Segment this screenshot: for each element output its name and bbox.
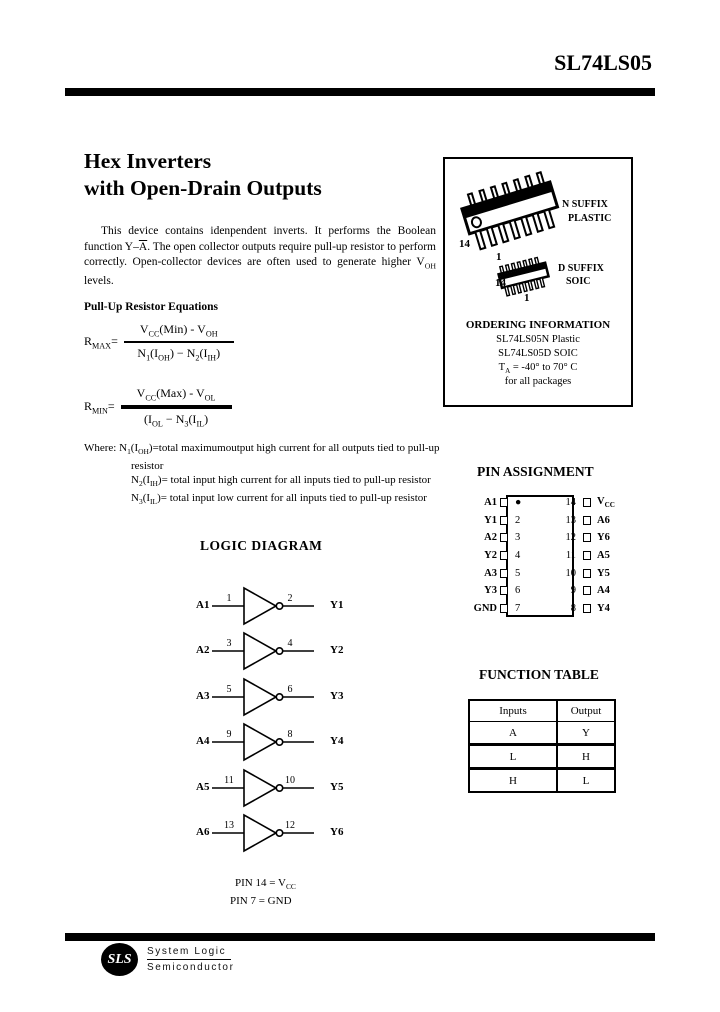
soic-pin14-label: 14 — [495, 277, 506, 289]
where-note-1: Where: $N_1(I_{OH})=total$ maximumoutput high current for all outputs tied to pull-up resistor — [84, 442, 440, 473]
rmax-equation — [84, 322, 234, 363]
logic-diagram-heading: LOGIC DIAGRAM — [200, 538, 323, 553]
pin-left-number: 5 — [515, 567, 521, 579]
power-pin-notes — [230, 876, 296, 909]
function-table-header-row — [469, 700, 615, 722]
pin-stub-icon — [583, 498, 591, 507]
pin-row — [460, 564, 640, 582]
output-value: H — [557, 745, 615, 769]
pin7-note: PIN 7 = GND — [230, 895, 292, 908]
pin-row — [460, 529, 640, 547]
gate-input-label: A3 — [196, 690, 210, 702]
pin-right-label: $V_{CC}$ — [597, 496, 615, 510]
rmax-fraction — [124, 322, 234, 363]
inverter-gate-6 — [196, 809, 351, 853]
rmax-lhs: $R_{MAX}=$ — [84, 334, 118, 351]
pin-right-label: Y4 — [597, 602, 610, 614]
pin-row — [460, 494, 640, 512]
pin-stub-icon — [583, 604, 591, 613]
pin-stub-icon — [583, 586, 591, 595]
pin-stub-icon — [500, 533, 508, 542]
pin-left-label: Y3 — [484, 585, 497, 597]
soic-pin1-label: 1 — [524, 292, 530, 304]
company-line1: System Logic — [147, 946, 227, 957]
pin-stub-icon — [583, 569, 591, 578]
gate-input-label: A5 — [196, 781, 210, 793]
soic-suffix-label: D SUFFIX — [558, 263, 604, 274]
function-table-row — [469, 745, 615, 769]
where-notes — [84, 441, 449, 510]
pin-assignment-heading: PIN ASSIGNMENT — [477, 464, 594, 479]
gate-input-pin: 11 — [224, 775, 234, 786]
inverter-symbol-icon — [212, 627, 324, 671]
gate-input-label: A4 — [196, 735, 210, 747]
pin-right-number: 14 — [565, 497, 576, 509]
pin-right-number: 11 — [565, 550, 576, 562]
inverter-symbol-icon — [212, 764, 324, 808]
ordering-line-2: SL74LS05D SOIC — [498, 348, 578, 359]
inverter-gate-2 — [196, 627, 351, 671]
pin-right-number: 12 — [565, 532, 576, 544]
title-line1: Hex Inverters — [84, 149, 212, 173]
dip-type-label: PLASTIC — [568, 213, 612, 224]
pin-left-label: Y2 — [484, 550, 497, 562]
description-paragraph: This device contains idenpendent inverts. It performs the Boolean function $Y-\overline{A}$. The open collector outputs require pull-up resistor to perform correctly. Open-collector devices are often used to generate higher $V_{OH}$ levels. — [84, 225, 436, 287]
pin-right-number: 9 — [570, 585, 576, 597]
dip-pin1-label: 1 — [496, 251, 502, 263]
company-name — [147, 946, 235, 973]
dip-pin14-label: 14 — [459, 238, 470, 250]
pin-stub-icon — [583, 551, 591, 560]
pin-left-label: Y1 — [484, 514, 497, 526]
pin-left-number: ● — [515, 497, 522, 509]
pin-stub-icon — [583, 516, 591, 525]
inverter-symbol-icon — [212, 809, 324, 853]
inverter-symbol-icon — [212, 582, 324, 626]
function-table — [468, 699, 616, 793]
output-signal: Y — [557, 722, 615, 745]
gate-output-pin: 12 — [285, 820, 295, 831]
rmax-numerator: $V_{CC}(Min) - V_{OH}$ — [124, 322, 234, 343]
pin-left-number: 2 — [515, 514, 521, 526]
gate-output-pin: 2 — [287, 593, 293, 604]
where-note-2: $N_2(I_{IH})=$ total input high current for all inputs tied to pull-up resistor — [131, 474, 431, 489]
company-divider — [147, 959, 231, 961]
input-value: L — [469, 745, 557, 769]
company-line2: Semiconductor — [147, 961, 235, 973]
pin-right-number: 13 — [565, 514, 576, 526]
title-line2: with Open-Drain Outputs — [84, 176, 322, 200]
gate-output-pin: 4 — [287, 638, 293, 649]
output-header: Output — [557, 700, 615, 722]
function-table-heading: FUNCTION TABLE — [479, 667, 599, 682]
rmax-denominator: $N_1(I_{OH}) - N_2(I_{IH})$ — [137, 346, 221, 363]
page-title — [84, 148, 322, 202]
pin-stub-icon — [500, 516, 508, 525]
rmin-equation — [84, 386, 232, 429]
pin-stub-icon — [500, 569, 508, 578]
pin-stub-icon — [500, 604, 508, 613]
input-value: H — [469, 769, 557, 793]
footer-rule — [65, 933, 655, 941]
ordering-information-heading: ORDERING INFORMATION — [465, 319, 611, 331]
pin-row — [460, 582, 640, 600]
function-table-row — [469, 769, 615, 793]
pin-stub-icon — [500, 498, 508, 507]
gate-output-label: Y4 — [330, 735, 344, 747]
header-rule — [65, 88, 655, 96]
soic-type-label: SOIC — [566, 276, 591, 287]
pin-stub-icon — [583, 533, 591, 542]
gate-output-label: Y3 — [330, 690, 344, 702]
pin-left-label: A3 — [484, 567, 497, 579]
pin-left-number: 7 — [515, 602, 521, 614]
pin-row — [460, 600, 640, 618]
pin14-note: PIN $14 = V_{CC}$ — [235, 877, 296, 892]
output-value: L — [557, 769, 615, 793]
equations-heading: Pull-Up Resistor Equations — [84, 301, 218, 313]
gate-input-label: A1 — [196, 599, 210, 611]
pin-left-label: GND — [473, 602, 497, 614]
pin-assignment-diagram — [460, 494, 640, 617]
ordering-line-3: $T_A = -40^\circ$ to 70° C — [498, 362, 578, 376]
sls-logo — [101, 943, 138, 976]
gate-input-pin: 9 — [226, 729, 232, 740]
rmin-fraction — [121, 386, 232, 429]
pin-row — [460, 512, 640, 530]
part-number: SL74LS05 — [554, 50, 652, 75]
gate-input-label: A2 — [196, 644, 210, 656]
gate-input-label: A6 — [196, 826, 210, 838]
inverter-symbol-icon — [212, 718, 324, 762]
rmin-denominator: ($I_{OL} - N_3(I_{IL})$ — [144, 412, 209, 429]
inverter-gate-4 — [196, 718, 351, 762]
gate-output-pin: 10 — [285, 775, 295, 786]
where-note-3: $N_3(I_{IL})=$ total input low current for all inputs tied to pull-up resistor — [131, 492, 427, 507]
rmin-numerator: $V_{CC}(Max) - V_{OL}$ — [121, 386, 232, 409]
gate-output-label: Y5 — [330, 781, 344, 793]
pin-right-label: A5 — [597, 550, 610, 562]
pin-stub-icon — [500, 586, 508, 595]
inverter-gate-1 — [196, 582, 351, 626]
gate-output-label: Y6 — [330, 826, 344, 838]
input-signal: A — [469, 722, 557, 745]
ordering-line-4: for all packages — [504, 376, 572, 387]
pin-right-number: 8 — [570, 602, 576, 614]
gate-input-pin: 13 — [224, 820, 234, 831]
function-table-signal-row — [469, 722, 615, 745]
gate-output-pin: 6 — [287, 684, 293, 695]
pin-left-number: 4 — [515, 550, 521, 562]
ordering-line-1: SL74LS05N Plastic — [496, 334, 580, 345]
pin-right-label: Y6 — [597, 532, 610, 544]
sls-logo-text: SLS — [107, 951, 132, 967]
gate-input-pin: 1 — [226, 593, 232, 604]
inverter-gate-5 — [196, 764, 351, 808]
pin-left-label: A1 — [484, 497, 497, 509]
dip-suffix-label: N SUFFIX — [562, 199, 608, 210]
gate-input-pin: 5 — [226, 684, 232, 695]
pin-left-label: A2 — [484, 532, 497, 544]
pin-stub-icon — [500, 551, 508, 560]
pin-right-label: Y5 — [597, 567, 610, 579]
pin-right-label: A4 — [597, 585, 610, 597]
gate-output-label: Y1 — [330, 599, 344, 611]
gate-output-pin: 8 — [287, 729, 293, 740]
rmin-lhs: $R_{MIN}=$ — [84, 399, 115, 416]
inputs-header: Inputs — [469, 700, 557, 722]
package-box — [443, 157, 633, 407]
pin-row — [460, 547, 640, 565]
pin-right-label: A6 — [597, 514, 610, 526]
gate-output-label: Y2 — [330, 644, 344, 656]
pin-left-number: 6 — [515, 585, 521, 597]
inverter-symbol-icon — [212, 673, 324, 717]
gate-input-pin: 3 — [226, 638, 232, 649]
inverter-gate-3 — [196, 673, 351, 717]
pin-right-number: 10 — [565, 567, 576, 579]
pin-left-number: 3 — [515, 532, 521, 544]
